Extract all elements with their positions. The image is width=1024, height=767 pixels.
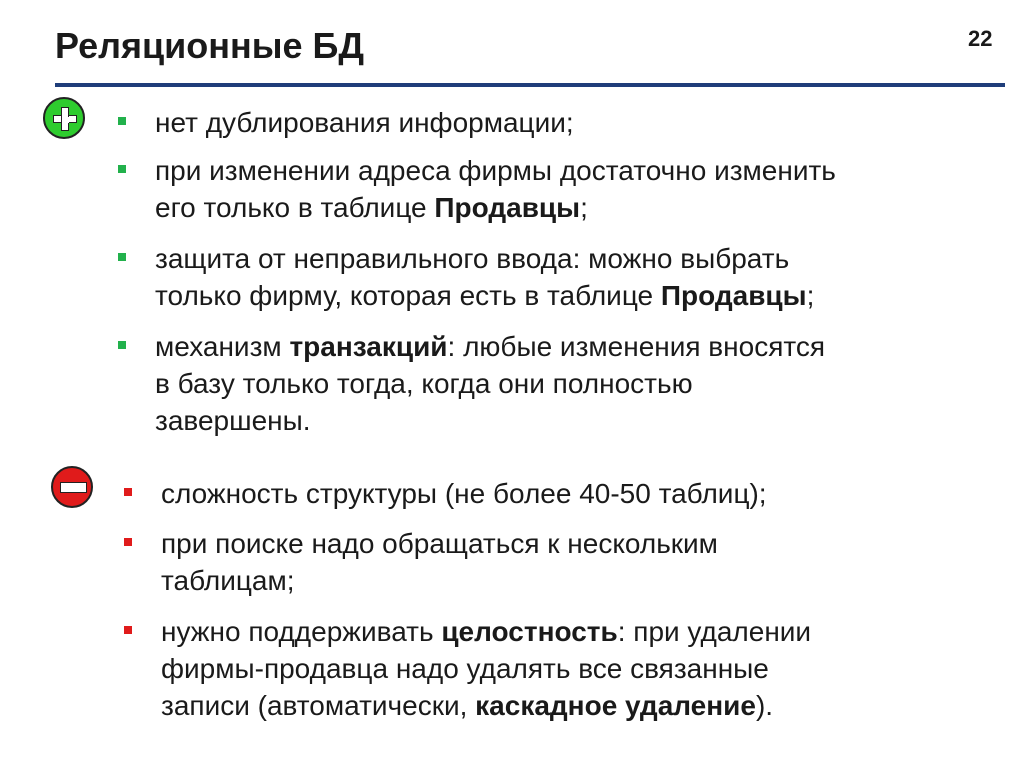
item-line xyxy=(155,277,814,314)
item-text: нет дублирования информации; xyxy=(155,107,574,138)
item-line xyxy=(161,475,767,512)
emphasis-text: Продавцы xyxy=(434,192,581,223)
emphasis-text: Продавцы xyxy=(660,280,807,311)
advantage-item xyxy=(155,152,836,226)
item-line xyxy=(155,152,836,189)
bullet-marker xyxy=(118,341,126,349)
bullet-marker xyxy=(124,626,132,634)
item-text: ; xyxy=(580,192,588,223)
item-text: сложность структуры (не более 40-50 таблиц); xyxy=(161,478,767,509)
item-text: : любые изменения вносятся xyxy=(447,331,826,362)
item-line xyxy=(161,687,811,724)
disadvantage-item xyxy=(161,613,811,724)
minus-circle-icon xyxy=(51,466,93,508)
disadvantage-item xyxy=(161,475,767,512)
item-text: фирмы-продавца надо удалять все связанные xyxy=(161,653,769,684)
item-text: механизм xyxy=(155,331,290,362)
item-text: : при удалении xyxy=(617,616,812,647)
bullet-marker xyxy=(118,253,126,261)
plus-circle-icon xyxy=(43,97,85,139)
item-text: только фирму, которая есть в таблице xyxy=(155,280,661,311)
item-text: завершены. xyxy=(155,405,311,436)
advantage-item xyxy=(155,240,814,314)
item-text: ; xyxy=(806,280,815,311)
item-text: при изменении адреса фирмы достаточно изменить xyxy=(155,155,836,186)
item-text: его только в таблице xyxy=(155,192,435,223)
disadvantage-item xyxy=(161,525,718,599)
bullet-marker xyxy=(124,488,132,496)
advantage-item xyxy=(155,328,825,439)
title-divider xyxy=(55,83,1005,87)
bullet-marker xyxy=(124,538,132,546)
item-text: записи (автоматически, xyxy=(161,690,476,721)
advantage-item xyxy=(155,104,574,141)
emphasis-text: каскадное удаление xyxy=(475,690,756,721)
emphasis-text: транзакций xyxy=(289,331,448,362)
item-text: в базу только тогда, когда они полностью xyxy=(155,368,693,399)
item-text: нужно поддерживать xyxy=(161,616,442,647)
emphasis-text: целостность xyxy=(441,616,618,647)
item-line xyxy=(161,613,811,650)
item-text: защита от неправильного ввода: можно выбрать xyxy=(155,243,790,274)
item-text: ). xyxy=(755,690,774,721)
item-line xyxy=(155,240,814,277)
bullet-marker xyxy=(118,117,126,125)
item-text: при поиске надо обращаться к нескольким xyxy=(161,528,718,559)
item-line xyxy=(161,562,718,599)
item-line xyxy=(155,189,836,226)
item-line xyxy=(155,104,574,141)
item-line xyxy=(155,328,825,365)
slide-number: 22 xyxy=(968,26,993,51)
item-line xyxy=(155,365,825,402)
item-line xyxy=(161,525,718,562)
bullet-marker xyxy=(118,165,126,173)
item-line xyxy=(155,402,825,439)
item-line xyxy=(161,650,811,687)
item-text: таблицам; xyxy=(161,565,295,596)
slide-title: Реляционные БД xyxy=(55,25,365,66)
